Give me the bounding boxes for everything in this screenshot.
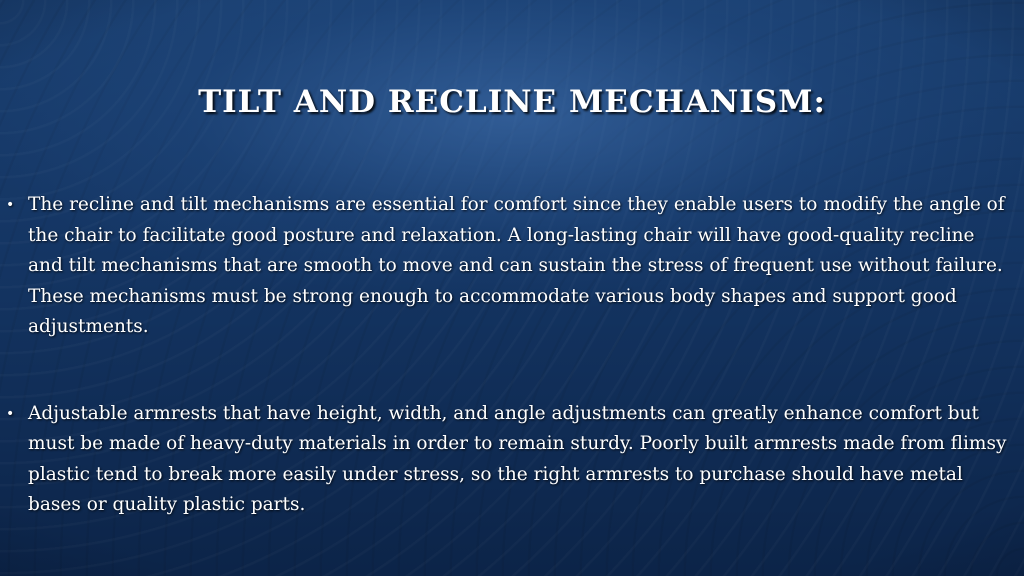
bullet-item	[6, 399, 1008, 521]
bullet-item	[6, 190, 1008, 343]
bullet-marker-icon: •	[6, 405, 15, 422]
bullet-marker-icon: •	[6, 197, 15, 213]
bullet-text: Adjustable armrests that have height, width, and angle adjustments can greatly enhance comfort but must be made of heavy-duty materials in order to remain sturdy. Poorly built armrests made from flimsy plastic tend to break more easily under stress, so the right armrests to purchase should have metal bases or quality plastic parts.	[28, 402, 1007, 515]
bullet-text: The recline and tilt mechanisms are essential for comfort since they enable users to modify the angle of the chair to facilitate good posture and relaxation. A long-lasting chair will have good-quality recline and tilt mechanisms that are smooth to move and can sustain the stress of frequent use without failure. These mechanisms must be strong enough to accommodate various body shapes and support good adjustments.	[28, 194, 1005, 337]
bullet-list	[6, 190, 1008, 521]
slide-title: TILT AND RECLINE MECHANISM:	[198, 84, 826, 120]
